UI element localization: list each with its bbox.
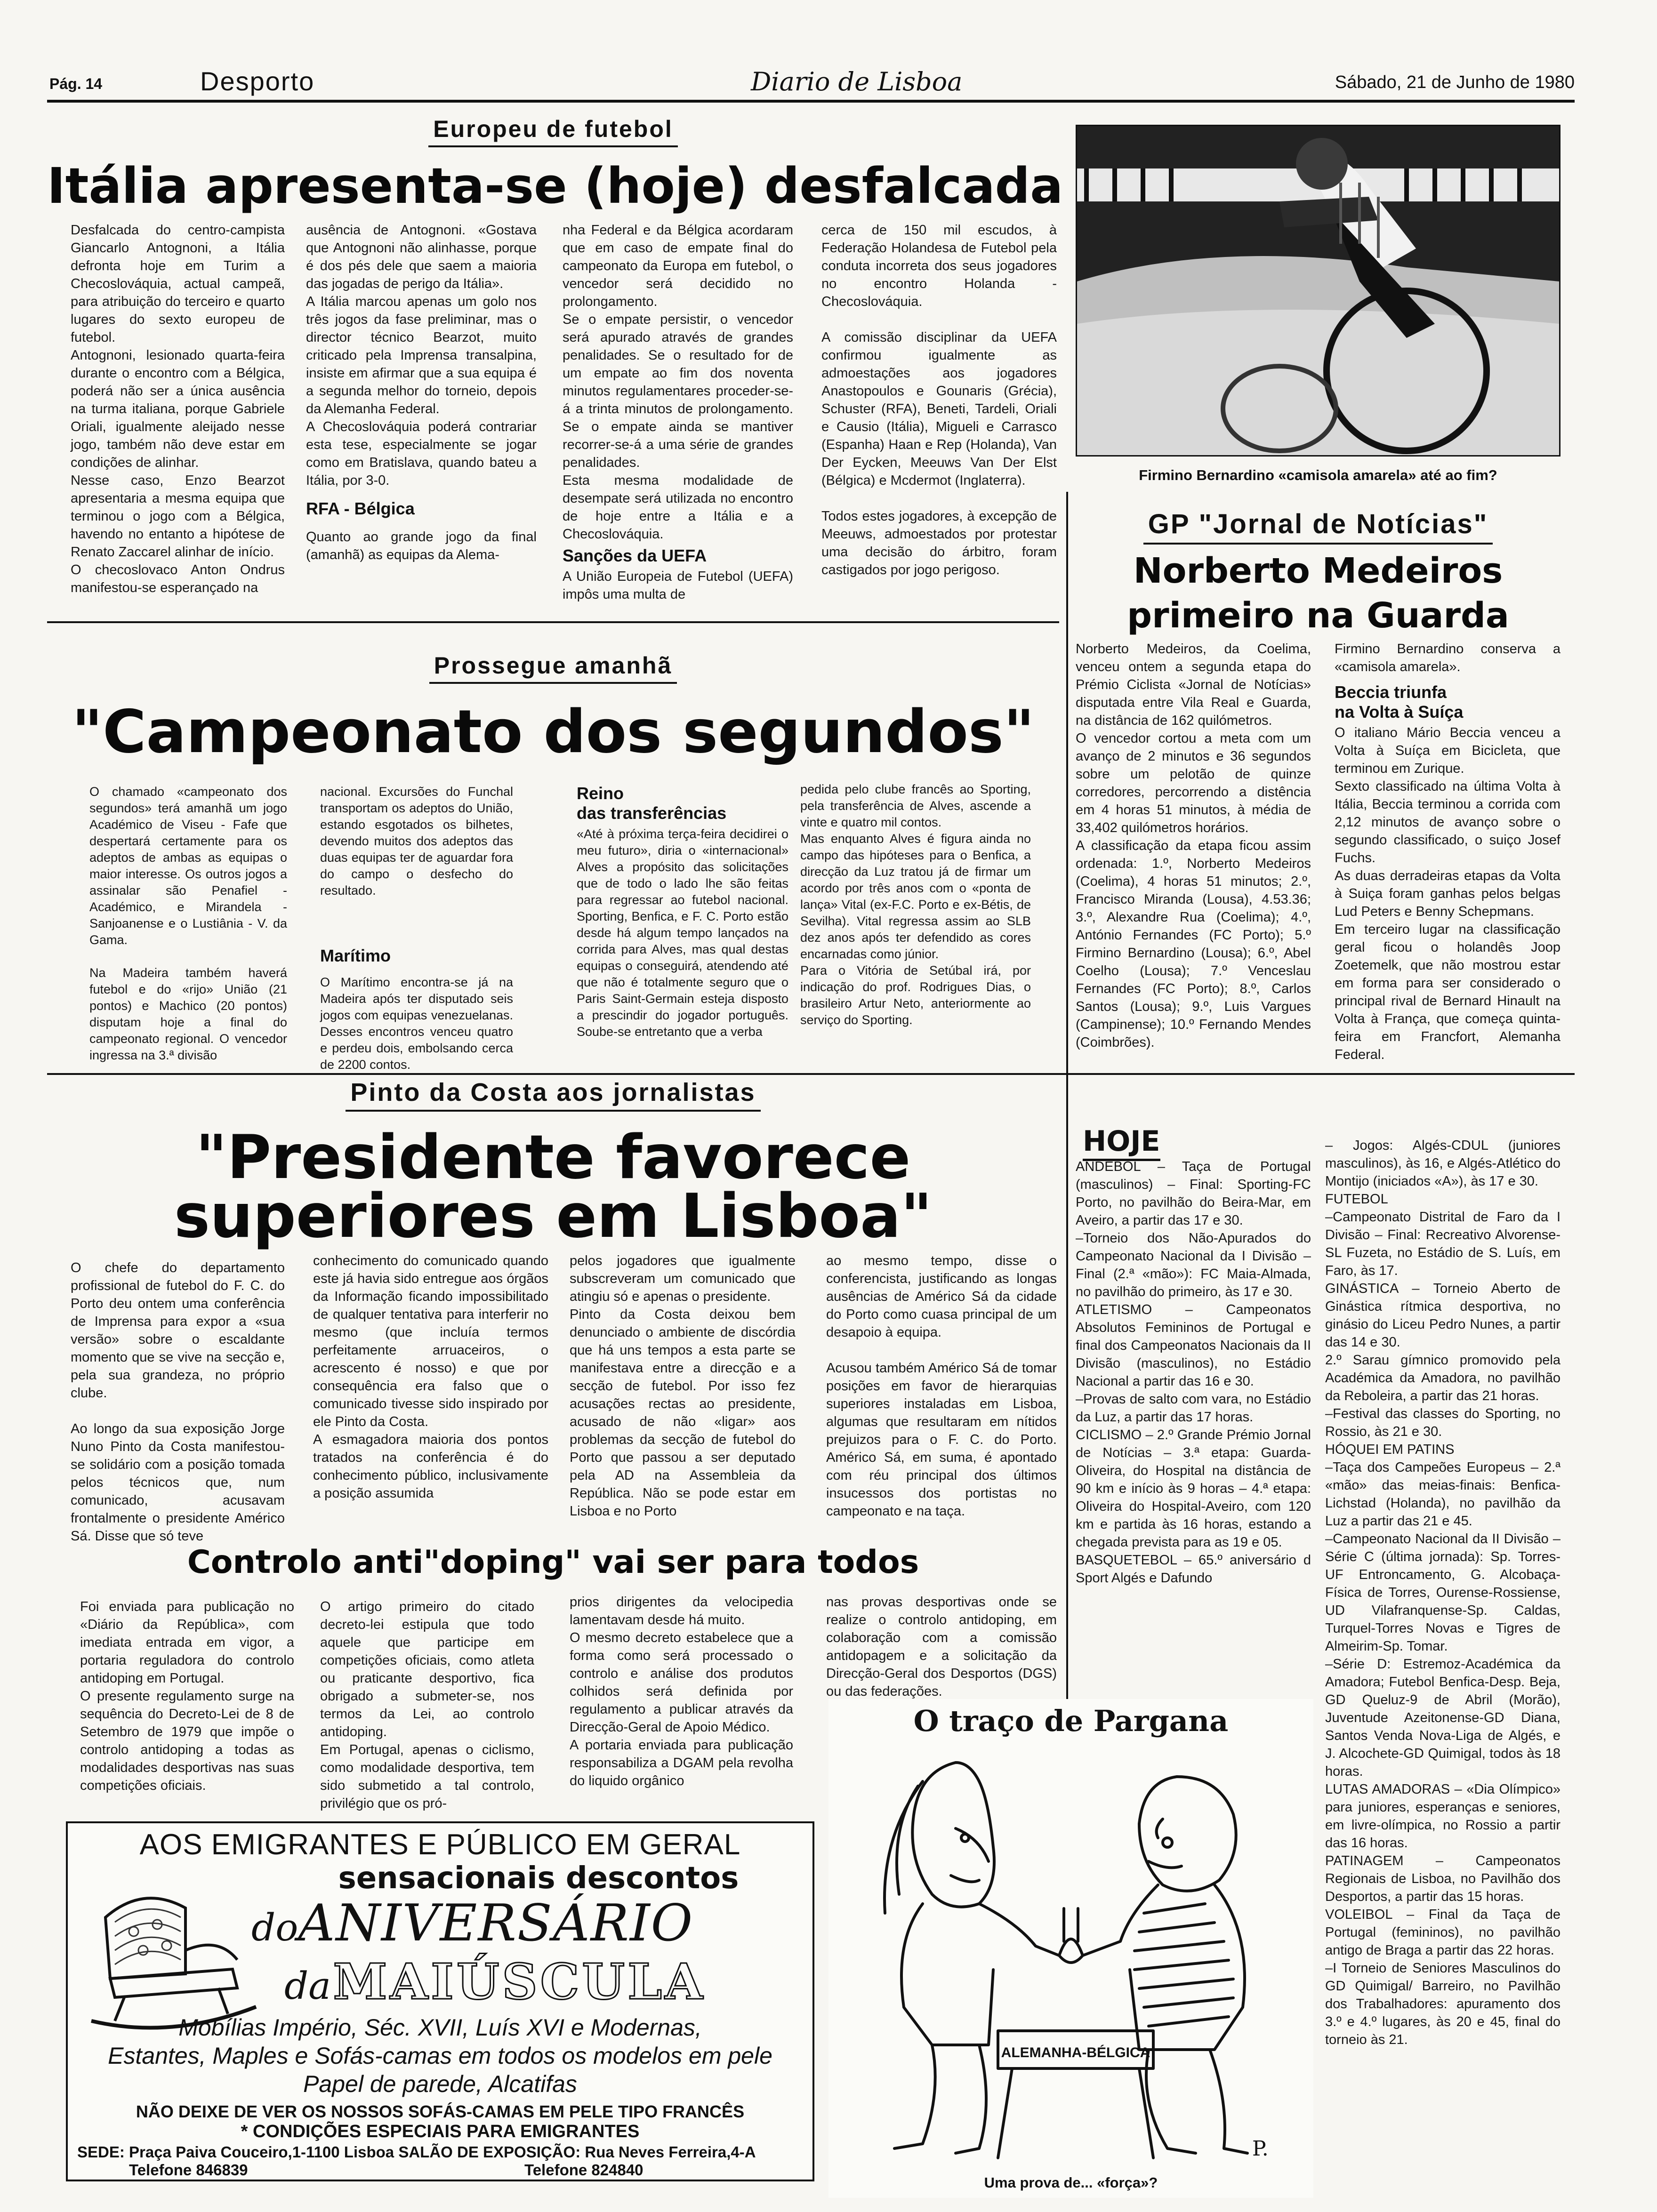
section-title: Desporto	[200, 66, 315, 96]
cartoon-title: O traço de Pargana	[913, 1704, 1229, 1738]
ad-line-4-prefix: da	[284, 1964, 331, 2008]
ad-line-3	[251, 1894, 812, 1953]
doping-col-3: prios dirigentes da velocipedia lamentavam desde há muito. O mesmo decreto estabelece que a forma como será processado o controlo e análise dos produtos colhidos será definida por regulamento a publicar através da Direcção-Geral de Apoio Médico. A portaria enviada para publicação responsabiliza a DGAM pela revolha do liquido orgânico	[570, 1595, 793, 1788]
pinto-kicker-wrap	[47, 1078, 1059, 1112]
ad-line-1: AOS EMIGRANTES E PÚBLICO EM GERAL	[139, 1828, 741, 1861]
ad-line-3-word: ANIVERSÁRIO	[298, 1894, 694, 1953]
gp-kicker-wrap	[1076, 508, 1560, 545]
italia-kicker: Europeu de futebol	[428, 115, 678, 147]
ad-line-2: sensacionais descontos	[338, 1861, 739, 1896]
furniture-advertisement	[66, 1821, 814, 2181]
ad-line-9: * CONDIÇÕES ESPECIAIS PARA EMIGRANTES	[241, 2122, 640, 2141]
doping-col-1: Foi enviada para publicação no «Diário da República», com imediata entrada em vigor, a portaria reguladora do controlo antidoping em Portugal. O presente regulamento surge na sequência do Decreto-Lei de 8 de Setembro de 1979 que impõe o controlo antidoping a todas as modalidades desportivas nas suas competições oficiais.	[80, 1599, 294, 1793]
italia-col-3-text: nha Federal e da Bélgica acordaram que em caso de empate final do campeonato da Europa em futebol, o vencedor será decidido no prolongamento. Se o empate persistir, o vencedor será apurado através de grandes penalidades. Se o resultado for de um empate ao fim dos noventa minutos regulamentares proceder-se-á a trinta minutos de prolongamento. Se o empate ainda se mantiver recorrer-se-á a uma série de grandes penalidades. Esta mesma modalidade de desempate será utilizada no encontro de hoje entre a Itália e a Checoslováquia.	[563, 223, 793, 542]
gp-headline-line-1: Norberto Medeiros	[1133, 551, 1503, 591]
ad-line-4-brand: MAIÚSCULA	[333, 1953, 706, 2011]
ad-line-10: SEDE: Praça Paiva Couceiro,1-1100 Lisboa SALÃO DE EXPOSIÇÃO: Rua Neves Ferreira,4-A	[77, 2143, 756, 2161]
ad-line-5: Mobílias Império, Séc. XVII, Luís XVI e Modernas,	[178, 2014, 702, 2041]
gp-headline-line-2: primeiro na Guarda	[1127, 595, 1509, 636]
gp-col-2	[1335, 640, 1560, 1064]
doping-col-2: O artigo primeiro do citado decreto-lei estipula que todo aquele que participe em competições oficiais, como atleta ou praticante desportivo, fica obrigado a submeter-se, nos termos da Lei, ao controlo antidoping. Em Portugal, apenas o ciclismo, como modalidade desportiva, tem sido submetido a tal controlo, privilégio que os pró-	[320, 1599, 534, 1811]
arm-wrestling-cartoon	[838, 1744, 1304, 2167]
ad-line-3-prefix: do	[251, 1906, 298, 1949]
hoje-col-2: – Jogos: Algés-CDUL (juniores masculinos), às 16, e Algés-Atlético do Montijo (iniciados «A»), às 17 e 30. FUTEBOL –Campeonato Distrital de Faro da I Divisão – Final: Recreativo Alvorense-SL Fuzeta, no Estádio de S. Luís, em Faro, às 17. GINÁSTICA – Torneio Aberto de Ginástica rítmica desportiva, no ginásio do Liceu Pedro Nunes, a partir das 14 e 30. 2.º Sarau gímnico promovido pela Académica da Amadora, no pavilhão da Reboleira, a partir das 21 horas. –Festival das classes do Sporting, no Rossio, às 21 e 30. HÓQUEI EM PATINS –Taça dos Campeões Europeus – 2.ª «mão» das meias-finais: Benfica-Lichstad (Holanda), no pavilhão da Luz a partir das 21 e 45. –Campeonato Nacional da II Divisão – Série C (última jornada): Sp. Torres-UF Entroncamento, G. Alcobaça-Física de Torres, Ourense-Rossiense, UD Vilafranquense-Sp. Caldas, Turquel-Torres Novas e Tigres de Almeirim-Sp. Tomar. –Série D: Estremoz-Académica da Amadora; Futebol Benfica-Desp. Beja, GD Queluz-9 de Abril (Morão), Juventude Azeitonense-GD Diana, Santos Venda Nova-Liga de Algés, e J. Alcochete-GD Quimigal, todos às 18 horas. LUTAS AMADORAS – «Dia Olímpico» para juniores, esperanças e seniores, em livre-olímpica, no Rossio a partir das 16 horas. PATINAGEM – Campeonatos Regionais de Lisboa, no Pavilhão dos Desportos, a partir das 15 horas. VOLEIBOL – Final da Taça de Portugal (femininos), no pavilhão antigo de Braga a partir das 22 horas. –I Torneio de Seniores Masculinos do GD Quimigal/ Barreiro, no Pavilhão dos Trabalhadores: apuramento dos 3.º e 4.º lugares, às 20 e 45, final do torneio às 21.	[1325, 1138, 1560, 2047]
hoje-title: HOJE	[1083, 1125, 1160, 1161]
italia-col-2	[306, 221, 537, 564]
gp-sub-beccia: Beccia triunfa na Volta à Suíça	[1335, 682, 1464, 721]
italia-sub-rfa: RFA - Bélgica	[306, 499, 415, 518]
photo-caption: Firmino Bernardino «camisola amarela» até ao fim?	[1139, 467, 1497, 483]
doping-col-4: nas provas desportivas onde se realize o controlo antidoping, em colaboração com a comissão antidopagem e a solicitação da Direcção-Geral dos Desportos (DGS) ou das federações.	[826, 1595, 1057, 1699]
cartoon-signature: P.	[1252, 2137, 1269, 2161]
italia-col-2-text: ausência de Antognoni. «Gostava que Antognoni não alinhasse, porque é dos pés dele que saem a maioria das jogadas de perigo da Itália». A Itália marcou apenas um golo nos três jogos da fase preliminar, mas o director técnico Bearzot, muito criticado pela Imprensa transalpina, insiste em afirmar que a sua equipa é a segunda melhor do torneio, depois da Alemanha Federal. A Checoslováquia poderá contrariar esta tese, especialmente se jogar como em Bratislava, quando bateu a Itália, por 3-0.	[306, 223, 537, 488]
italia-sub-uefa: Sanções da UEFA	[563, 546, 707, 565]
masthead: Diario de Lisboa	[751, 67, 963, 96]
rocking-chair-illustration	[77, 1880, 265, 2035]
pinto-col-2: conhecimento do comunicado quando este já havia sido entregue aos órgãos da Informação ficando impossibilitado de qualquer tentativa para interferir no mesmo (que incluía termos perfeitamente arruaceiros, o acrescento é nosso) e que por consequência era falso que o comunicado tivesse sido inspirado por ele Pinto da Costa. A esmagadora maioria dos pontos tratados na conferência é do conhecimento público, inclusivamente a posição assumida	[313, 1253, 548, 1501]
gp-kicker: GP "Jornal de Notícias"	[1143, 508, 1493, 545]
cartoon-box	[828, 1699, 1313, 2198]
doping-headline: Controlo anti"doping" vai ser para todos	[187, 1544, 919, 1581]
pinto-col-4: ao mesmo tempo, disse o conferencista, justificando as longas ausências de Américo Sá da cidade do Porto como cuasa principal de um desapoio à equipa. Acusou também Américo Sá de tomar posições em favor de hierarquias superiores instaladas em Lisboa, algumas que resultaram em nítidos prejuizos para o F. C. do Porto. Américo Sá, em suma, é apontado com réu principal dos últimos insucessos dos portistas no campeonato e na taça.	[826, 1253, 1057, 1519]
segundos-sub-maritimo: Marítimo	[320, 946, 391, 965]
segundos-col-2-text: nacional. Excursões do Funchal transportam os adeptos do União, estando esgotados os bilhetes, devendo muitos dos adeptos das duas equipas ter de aguardar fora do campo o desfecho do resultado.	[320, 785, 513, 898]
segundos-col-2	[320, 784, 513, 1073]
italia-col-1: Desfalcada do centro-campista Giancarlo Antognoni, a Itália defronta hoje em Turim a Checoslováquia, actual campeã, para atribuição do terceiro e quarto lugares do sexto europeu de futebol. Antognoni, lesionado quarta-feira durante o encontro com a Bélgica, poderá não ser a única ausência na turma italiana, porque Gabriele Oriali, igualmente aleijado nesse jogo, também não deve estar em condições de alinhar. Nesse caso, Enzo Bearzot apresentaria a mesma equipa que terminou o jogo com a Bélgica, havendo no entanto a hipótese de Renato Zaccarel alinhar de início. O checoslovaco Anton Ondrus manifestou-se esperançado na	[71, 223, 285, 595]
segundos-col-1: O chamado «campeonato dos segundos» terá amanhã um jogo Académico de Viseu - Fafe que despertará certamente para os adeptos de ambas as equipas o maior interesse. Os outros jogos a assinalar são Penafiel - Académico, e Mirandela -Sanjoanense e o Lustiânia - V. da Gama. Na Madeira também haverá futebol e do «rijo» União (21 pontos) e Machico (20 pontos) disputam hoje a final do campeonato regional. O vencedor ingressa na 3.ª divisão	[89, 785, 287, 1062]
cyclist-illustration	[1077, 126, 1559, 455]
segundos-headline: "Campeonato dos segundos"	[72, 697, 1035, 766]
pinto-col-1: O chefe do departamento profissional de futebol do F. C. do Porto deu ontem uma conferência de Imprensa para expor a «sua versão» sobre o escaldante momento que se vive na secção e, pela sua grandeza, no próprio clube. Ao longo da sua exposição Jorge Nuno Pinto da Costa manifestou-se solidário com a posição tomada pelos técnicos que, num comunicado, acusavam frontalmente o presidente Américo Sá. Disse que só teve	[71, 1260, 285, 1544]
pinto-headline-line-2: superiores em Lisboa"	[174, 1181, 933, 1251]
segundos-kicker: Prossegue amanhã	[429, 652, 677, 684]
hoje-col-1: ANDEBOL – Taça de Portugal (masculinos) – Final: Sporting-FC Porto, no pavilhão do Beira-Mar, em Aveiro, a partir das 17 e 30. –Torneio dos Não-Apurados do Campeonato Nacional da I Divisão – Final (2.ª «mão»): FC Maia-Almada, no pavilhão do primeiro, às 17 e 30. ATLETISMO – Campeonatos Absolutos Femininos de Portugal e final dos Campeonatos Nacionais da II Divisão (masculinos), no Estádio Nacional a partir das 16 e 30. –Provas de salto com vara, no Estádio da Luz, a partir das 17 horas. CICLISMO – 2.º Grande Prémio Jornal de Notícias – 3.ª etapa: Guarda-Oliveira, do Hospital na distância de 90 km e início às 9 horas – 4.ª etapa: Oliveira do Hospital-Aveiro, com 120 km e partida às 16 horas, estando a chegada prevista para as 19 e 05. BASQUETEBOL – 65.º aniversário d Sport Algés e Dafundo	[1076, 1159, 1311, 1586]
pinto-kicker: Pinto da Costa aos jornalistas	[346, 1078, 760, 1112]
page-number: Pág. 14	[49, 75, 103, 92]
header-rule	[47, 100, 1575, 103]
cyclist-photo	[1076, 125, 1560, 457]
segundos-col-3-text: «Até à próxima terça-feira decidirei o meu futuro», diria o «internacional» Alves a propósito das solicitações que de todo o lado lhe são feitas para regressar ao futebol nacional. Sporting, Benfica, e F. C. Porto estão desde há algum tempo lançados na corrida para Alves, mas qual destas equipas o conseguirá, atendendo até que não é totalmente seguro que o Paris Saint-Germain esteja disposto a prescindir do jogador português. Soube-se entretanto que a verba	[577, 827, 788, 1039]
segundos-col-3	[577, 784, 788, 1040]
pinto-headline-line-1: "Presidente favorece	[195, 1122, 911, 1193]
segundos-kicker-wrap	[47, 652, 1059, 684]
page-header	[35, 66, 1575, 99]
segundos-col-2-text-b: O Marítimo encontra-se já na Madeira após ter disputado seis jogos com equipas venezuelanas. Desses encontros venceu quatro e perdeu dois, embolsando cerca de 2200 contos.	[320, 975, 513, 1072]
italia-col-3	[563, 221, 793, 603]
segundos-bottom-rule	[47, 1073, 1575, 1075]
ad-line-4	[284, 1953, 812, 2011]
italia-col-4: cerca de 150 mil escudos, à Federação Holandesa de Futebol pela conduta incorreta dos seus jogadores no encontro Holanda -Checoslováquia. A comissão disciplinar da UEFA confirmou igualmente as admoestações aos jogadores Anastopoulos e Gounaris (Grécia), Schuster (RFA), Beneti, Tardeli, Oriali e Causio (Itália), Migueli e Carrasco (Espanha) Haan e Rep (Holanda), Van Der Eycken, Meeuws Van Der Elst (Bélgica) e Mcdermot (Inglaterra). Todos estes jogadores, à excepção de Meeuws, admoestados por protestar uma decisão do árbitro, foram castigados por jogo perigoso.	[821, 223, 1057, 577]
cartoon-caption: Uma prova de... «força»?	[984, 2174, 1158, 2191]
ad-line-7: Papel de parede, Alcatifas	[303, 2071, 577, 2097]
italia-bottom-rule	[47, 621, 1059, 623]
ad-line-8: NÃO DEIXE DE VER OS NOSSOS SOFÁS-CAMAS EM PELE TIPO FRANCÊS	[136, 2102, 745, 2121]
issue-date: Sábado, 21 de Junho de 1980	[1335, 72, 1575, 92]
gp-col-2-text: Firmino Bernardino conserva a «camisola amarela».	[1335, 641, 1560, 674]
ad-line-6: Estantes, Maples e Sofás-camas em todos os modelos em pele	[108, 2043, 772, 2069]
italia-col-3-text-b: A União Europeia de Futebol (UEFA) impôs uma multa de	[563, 569, 793, 602]
gp-col-1: Norberto Medeiros, da Coelima, venceu ontem a segunda etapa do Prémio Ciclista «Jornal de Notícias» disputada entre Vila Real e Guarda, na distância de 162 quilómetros. O vencedor cortou a meta com um avanço de 2 minutos e 36 segundos sobre um pelotão de quinze corredores, percorrendo a distência em 4 horas 51 minutos, à média de 33,402 quilómetros horários. A classificação da etapa ficou assim ordenada: 1.º, Norberto Medeiros (Coelima), 4 horas 51 minutos; 2.º, Francisco Miranda (Lousa), 4.53.36; 3.º, Alexandre Rua (Coelima); 4.º, António Fernandes (FC Porto); 5.º Firmino Bernardino (Lousa); 6.º, Abel Coelho (Lousa); 7.º Venceslau Fernandes (FC Porto); 8.º, Carlos Santos (Lousa); 9.º, Luis Vargues (Campinense); 10.º Fernando Mendes (Coimbrões).	[1076, 641, 1311, 1050]
segundos-sub-reino: Reino das transferências	[577, 784, 727, 823]
ad-line-11b: Telefone 824840	[524, 2161, 643, 2179]
cartoon-table-label: ALEMANHA-BÉLGICA	[1001, 2045, 1150, 2060]
italia-headline: Itália apresenta-se (hoje) desfalcada	[47, 157, 1063, 215]
segundos-col-4: pedida pelo clube francês ao Sporting, pela transferência de Alves, ascende a vinte e quatro mil contos. Mas enquanto Alves é figura ainda no campo das hipóteses para o Benfica, a direcção da Luz tratou já de firmar um acordo por três anos com o «ponta de lança» Vital (ex-F.C. Porto e ex-Bétis, de Sevilha). Vital regressa assim ao SLB dez anos após ter defendido as cores encarnadas como júnior. Para o Vitória de Setúbal irá, por indicação do prof. Rodrigues Dias, o brasileiro Artur Neto, anteriormente ao serviço do Sporting.	[800, 782, 1031, 1027]
pinto-col-3: pelos jogadores que igualmente subscreveram um comunicado que atingiu só e apenas o presidente. Pinto da Costa deixou bem denunciado o ambiente de discórdia que há uns tempos a esta parte se manifestava entre a direcção e a secção de futebol. Por isso fez acusações rectas ao presidente, acusado de não «ligar» aos problemas da secção de futebol do Porto que passou a ser deputado pela AD na Assembleia da República. Não se pode estar em Lisboa e no Porto	[570, 1253, 796, 1519]
italia-kicker-wrap	[47, 115, 1059, 147]
ad-line-11a: Telefone 846839	[129, 2161, 248, 2179]
italia-col-2-text-b: Quanto ao grande jogo da final (amanhã) as equipas da Alema-	[306, 529, 537, 562]
gp-col-2-text-b: O italiano Mário Beccia venceu a Volta à Suíça em Bicicleta, que terminou em Zurique. Sexto classificado na última Volta à Itália, Beccia terminou a corrida com 2,12 minutos de avanço sobre o segundo classificado, o suiço Josef Fuchs. As duas derradeiras etapas da Volta à Suiça foram ganhas pelos belgas Lud Peters e Benny Schepmans. Em terceiro lugar na classificação geral ficou o holandês Joop Zoetemelk, que não mostrou estar em forma para ser considerado o principal rival de Bernard Hinault na Volta à França, que começa quinta-feira em Francfort, Alemanha Federal.	[1335, 725, 1560, 1062]
